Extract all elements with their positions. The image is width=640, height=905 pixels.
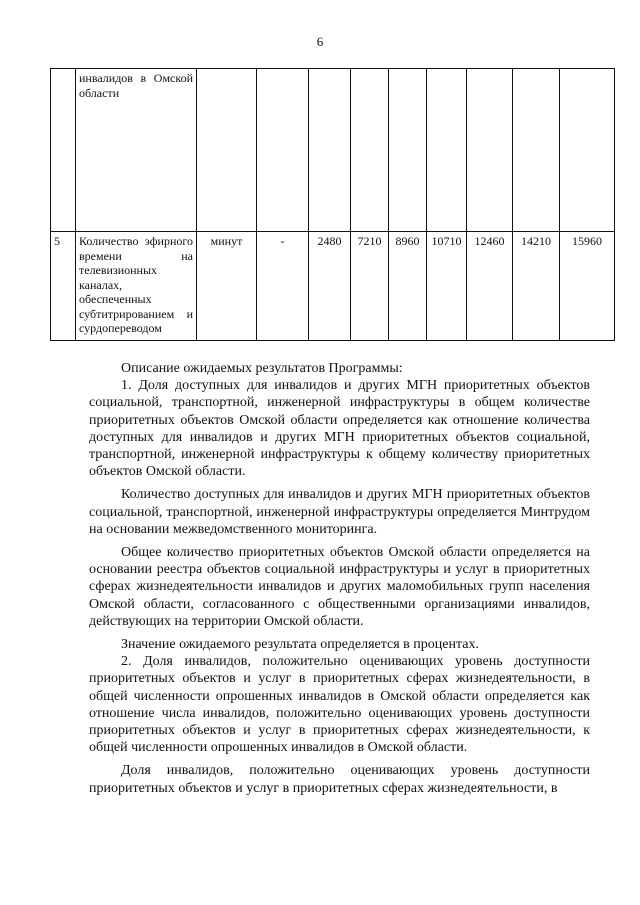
cell-unit: минут [197, 232, 257, 341]
table-row [51, 232, 615, 341]
cell-value [513, 69, 560, 232]
cell-value [560, 69, 615, 232]
cell-value [467, 69, 513, 232]
paragraph: Общее количество приоритетных объектов Омской области определяется на основании реестра объектов социальной инфраструктуры и услуг в приоритетных сферах жизнедеятельности инвалидов и других маломобильных групп населения Омской области, согласованного с общественными организациями инвалидов, действующих на территории Омской области. [89, 545, 590, 629]
paragraph: 1. Доля доступных для инвалидов и других МГН приоритетных объектов социальной, транспортной, инженерной инфраструктуры в общем количестве приоритетных объектов Омской области определяется как отношение количества доступных для инвалидов и других МГН приоритетных объектов социальной, транспортной, инженерной инфраструктуры к общему количеству приоритетных объектов Омской области. [89, 378, 590, 480]
paragraph: Количество доступных для инвалидов и других МГН приоритетных объектов социальной, транспортной, инженерной инфраструктуры определяется Минтрудом на основании межведомственного мониторинга. [89, 487, 590, 537]
cell-value [309, 69, 351, 232]
cell-value: 15960 [560, 232, 615, 341]
cell-indicator-name: Количество эфирного времени на телевизионных каналах, обеспеченных субтитрированием и сурдопереводом [76, 232, 197, 341]
cell-value: 2480 [309, 232, 351, 341]
cell-base: - [257, 232, 309, 341]
cell-base [257, 69, 309, 232]
cell-value: 10710 [427, 232, 467, 341]
indicators-table [50, 68, 615, 341]
table-row [51, 69, 615, 232]
cell-number: 5 [51, 232, 76, 341]
page-number: 6 [316, 34, 324, 49]
description-section [89, 360, 590, 797]
cell-value [389, 69, 427, 232]
cell-value [351, 69, 389, 232]
cell-value: 7210 [351, 232, 389, 341]
cell-value: 8960 [389, 232, 427, 341]
cell-value: 14210 [513, 232, 560, 341]
paragraph: Значение ожидаемого результата определяется в процентах. [121, 637, 479, 653]
paragraph: 2. Доля инвалидов, положительно оценивающих уровень доступности приоритетных объектов и услуг в приоритетных сферах жизнедеятельности, в общей численности опрошенных инвалидов в Омской области определяется как отношение числа инвалидов, положительно оценивающих уровень доступности приоритетных объектов и услуг в приоритетных сферах жизнедеятельности, к общей численности опрошенных инвалидов в Омской области. [89, 654, 590, 756]
cell-value: 12460 [467, 232, 513, 341]
cell-indicator-name: инвалидов в Омской области [76, 69, 197, 232]
cell-number [51, 69, 76, 232]
cell-unit [197, 69, 257, 232]
paragraph: Доля инвалидов, положительно оценивающих уровень доступности приоритетных объектов и услуг в приоритетных сферах жизнедеятельности, в [89, 763, 590, 796]
section-heading: Описание ожидаемых результатов Программы: [121, 361, 403, 376]
cell-value [427, 69, 467, 232]
